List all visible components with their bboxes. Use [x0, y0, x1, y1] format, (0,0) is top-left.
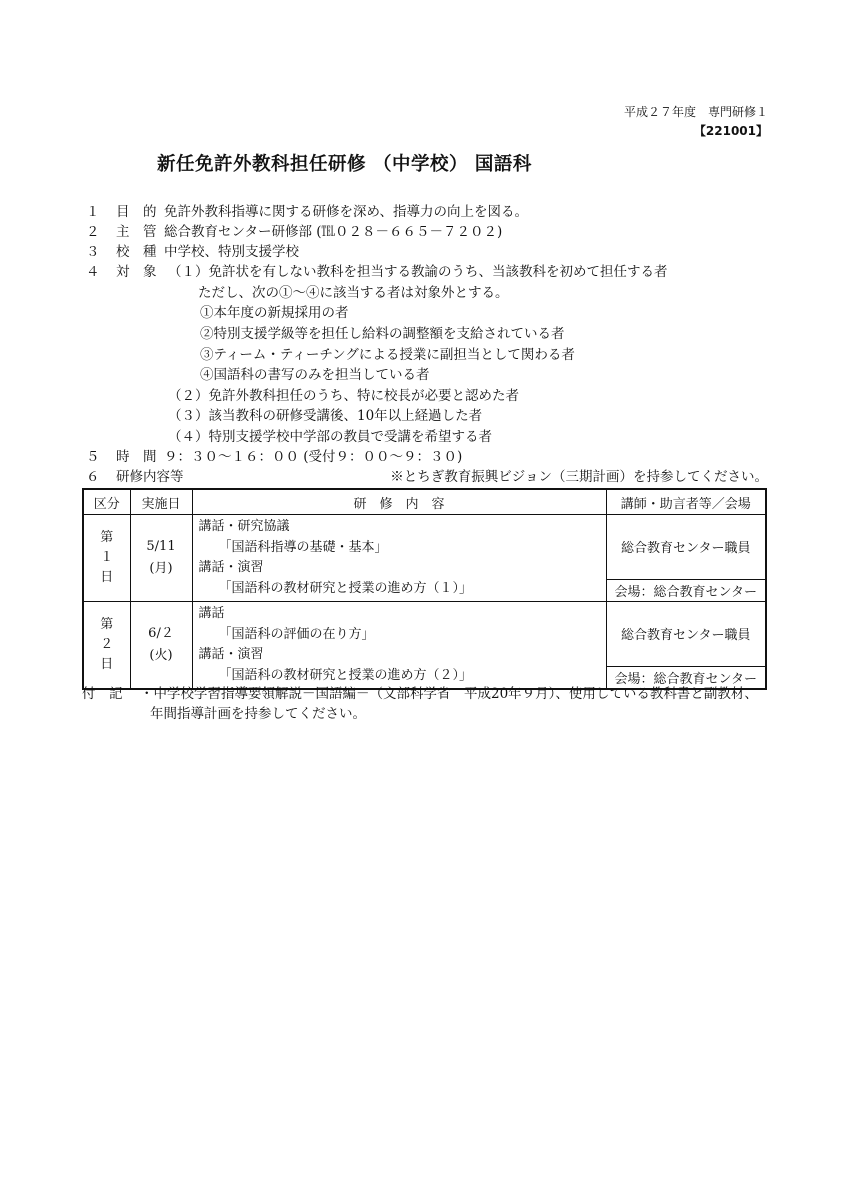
- day-char: 第: [100, 530, 114, 545]
- header-instructor-venue: 講師・助言者等／会場: [606, 489, 766, 515]
- item-organizer: [86, 222, 502, 242]
- session-type: 講話・演習: [198, 560, 264, 575]
- item-label: 主 管: [116, 224, 157, 240]
- item-label: 対 象: [116, 264, 157, 280]
- header-content: 研 修 内 容: [192, 489, 606, 515]
- item-label: 時 間: [116, 449, 157, 465]
- item-number: ２: [86, 224, 100, 240]
- page-title: 新任免許外教科担任研修 （中学校） 国語科: [157, 154, 532, 175]
- session-title: 「国語科の教材研究と授業の進め方（１）」: [218, 580, 473, 596]
- venue-cell: 会場：総合教育センター: [606, 579, 766, 601]
- item-label: 目 的: [116, 204, 157, 220]
- target-line-2: （２）免許外教科担任のうち、特に校長が必要と認めた者: [168, 388, 519, 404]
- target-line-4: （４）特別支援学校中学部の教員で受講を希望する者: [168, 429, 492, 445]
- exclusion-3: ③ティーム・ティーチングによる授業に副担当として関わる者: [200, 347, 575, 363]
- session-title: 「国語科の教材研究と授業の進め方（２）」: [218, 667, 473, 683]
- item-content: [86, 467, 184, 487]
- table-row: [83, 602, 766, 667]
- item-school-type: [86, 242, 299, 262]
- vision-note: ※とちぎ教育振興ビジョン（三期計画）を持参してください。: [390, 469, 768, 485]
- target-note: ただし、次の①～④に該当する者は対象外とする。: [198, 285, 509, 301]
- item-time: [86, 447, 462, 467]
- content-cell: [192, 515, 606, 602]
- day-char: 第: [100, 617, 114, 632]
- day-cell: [83, 515, 130, 602]
- exclusion-1: ①本年度の新規採用の者: [200, 305, 349, 321]
- session-title: 「国語科の評価の在り方」: [218, 626, 375, 642]
- session-type: 講話・研究協議: [198, 519, 290, 534]
- table-row: [83, 515, 766, 580]
- weekday: (月): [149, 561, 173, 576]
- exclusion-4: ④国語科の書写のみを担当している者: [200, 367, 430, 383]
- footnote-label: 付 記: [82, 686, 123, 702]
- item-number: ５: [86, 449, 100, 465]
- item-text: 総合教育センター研修部 (℡０２８－６６５－７２０２): [164, 224, 503, 240]
- item-target: [86, 262, 164, 282]
- item-number: ３: [86, 244, 100, 260]
- item-label: 校 種: [116, 244, 157, 260]
- item-label: 研修内容等: [116, 469, 184, 485]
- header-division: 区分: [83, 489, 130, 515]
- item-number: ４: [86, 264, 100, 280]
- day-number: １: [100, 550, 114, 565]
- header-date: 実施日: [130, 489, 192, 515]
- venue-cell: 会場：総合教育センター: [606, 666, 766, 689]
- target-line-1: （１）免許状を有しない教科を担当する教諭のうち、当該教科を初めて担任する者: [168, 264, 668, 280]
- date-value: 6/２: [148, 626, 174, 641]
- date-cell: [130, 602, 192, 690]
- item-number: １: [86, 204, 100, 220]
- footnote-line-2: 年間指導計画を持参してください。: [150, 706, 366, 722]
- table-header-row: [83, 489, 766, 515]
- course-code: 【221001】: [693, 124, 768, 138]
- instructor-cell: 総合教育センター職員: [606, 515, 766, 580]
- item-text: ９：３０～１６：００ (受付９：００～９：３０): [164, 449, 463, 465]
- day-number: ２: [100, 637, 114, 652]
- date-value: 5/11: [146, 539, 176, 554]
- content-cell: [192, 602, 606, 690]
- date-cell: [130, 515, 192, 602]
- item-purpose: [86, 202, 528, 222]
- item-text: 免許外教科指導に関する研修を深め、指導力の向上を図る。: [164, 204, 528, 220]
- day-cell: [83, 602, 130, 690]
- session-type: 講話・演習: [198, 647, 264, 662]
- session-title: 「国語科指導の基礎・基本」: [218, 539, 388, 555]
- item-number: ６: [86, 469, 100, 485]
- item-text: 中学校、特別支援学校: [164, 244, 299, 260]
- session-type: 講話: [198, 606, 225, 621]
- fiscal-year-label: 平成２７年度 専門研修１: [623, 105, 768, 119]
- day-char: 日: [100, 657, 114, 672]
- instructor-cell: 総合教育センター職員: [606, 602, 766, 667]
- day-char: 日: [100, 570, 114, 585]
- footnote-line-1: ・中学校学習指導要領解説－国語編－（文部科学省 平成20年９月）、使用している教科書と副教材、: [140, 686, 758, 702]
- exclusion-2: ②特別支援学級等を担任し給料の調整額を支給されている者: [200, 326, 565, 342]
- weekday: (火): [149, 648, 173, 663]
- schedule-table: [82, 488, 767, 690]
- target-line-3: （３）該当教科の研修受講後、10年以上経過した者: [168, 408, 483, 424]
